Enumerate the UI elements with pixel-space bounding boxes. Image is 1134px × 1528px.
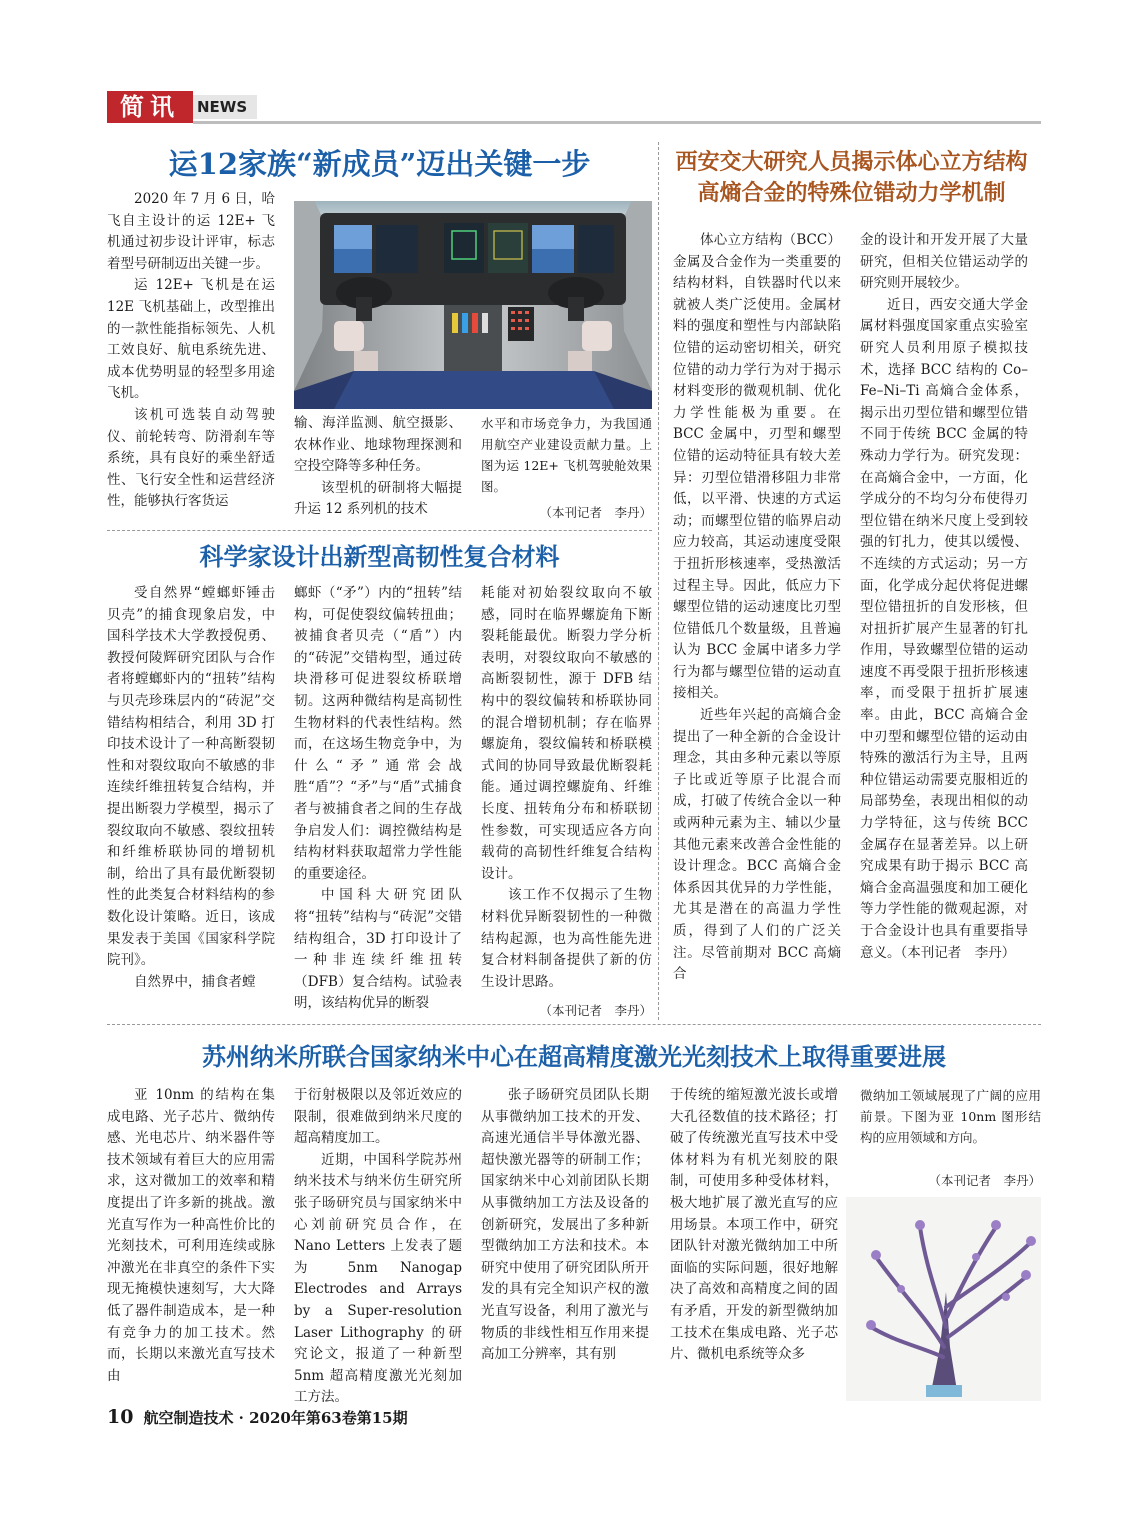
- section-tag: NEWS: [193, 95, 257, 119]
- paragraph: 该机可选装自动驾驶仪、前轮转弯、防滑刹车等系统，具有良好的乘坐舒适性、飞行安全性和运营经济性，能够执行客货运: [107, 406, 275, 510]
- article2-title-line: 高熵合金的特殊位错动力学机制: [697, 180, 1006, 206]
- paragraph: 于衍射极限以及邻近效应的限制，很难做到纳米尺度的超高精度加工。: [294, 1087, 462, 1147]
- paragraph: 螂虾（“矛”）内的“扭转”结构，可促使裂纹偏转扭曲；被捕食者贝壳（“盾”）内的“砖泥”交错构型，通过砖块滑移可促进裂纹桥联增韧。这两种微结构是高韧性生物材料的代表性结构。然而，在这场生物竞争中，为什么“矛”通常会战胜“盾”？“矛”与“盾”式捕食者与被捕食者之间的生存战争启发人们：调控微结构是结构材料获取超常力学性能的重要途径。: [294, 585, 462, 882]
- paragraph: 于传统的缩短激光波长或增大孔径数值的技术路径；打破了传统激光直写技术中受体材料为有机光刻胶的限制，可使用多种受体材料，极大地扩展了激光直写的应用场景。本项工作中，研究团队针对激光微纳加工中所面临的实际问题，很好地解决了高效和高精度之间的固有矛盾，开发的新型微纳加工技术在集成电路、光子芯片、微机电系统等众多: [670, 1087, 838, 1363]
- paragraph: 近日，西安交通大学金属材料强度国家重点实验室研究人员利用原子模拟技术，选择 BCC 结构的 Co–Fe–Ni–Ti 高熵合金体系，揭示出刃型位错和螺型位错不同于传统 BCC 金属的特殊动力学行为。研究发现：在高熵合金中，一方面，化学成分的不均匀分布使得刃型位错在纳米尺度上受到较强的钉扎力，使其以缓慢、不连续的方式运动；另一方面，化学成分起伏将促进螺型位错扭折的自发形核，但对扭折扩展产生显著的钉扎作用，导致螺型位错的运动速度不再受限于扭折形核速率，而受限于扭折扩展速率。由此，BCC 高熵合金中刃型和螺型位错的运动由特殊的激活行为主导，且两种位错运动需要克服相近的局部势垒，表现出相似的动力学特征，这与传统 BCC 金属存在显著差异。以上研究成果有助于揭示 BCC 高熵合金高温强度和加工硬化等力学性能的微观起源，对于合金设计也具有重要指导意义。（本刊记者 李丹）: [860, 296, 1028, 961]
- article1-signature: （本刊记者 李丹）: [539, 505, 652, 520]
- paragraph: 该工作不仅揭示了生物材料优异断裂韧性的一种微结构起源，也为高性能先进复合材料制备提供了新的仿生设计思路。: [481, 887, 652, 990]
- page-number: 10: [107, 1406, 134, 1428]
- paragraph: 金的设计和开发开展了大量研究，但相关位错运动学的研究则开展较少。: [860, 232, 1028, 292]
- section-title: 简讯: [120, 92, 180, 121]
- article1-column-3: [481, 413, 652, 497]
- paragraph: 自然界中，捕食者螳: [134, 973, 256, 990]
- cockpit-image: [294, 201, 652, 409]
- paragraph: 中国科大研究团队将“扭转”结构与“砖泥”交错结构组合，3D 打印设计了一种非连续纤维扭转（DFB）复合结构。试验表明，该结构优异的断裂: [294, 887, 462, 1012]
- article2-column-1: [673, 230, 841, 986]
- column-divider: [658, 142, 659, 1020]
- image-caption: 水平和市场竞争力，为我国通用航空产业建设贡献力量。上图为运 12E+ 飞机驾驶舱效果图。: [481, 416, 652, 494]
- article2-title-line: 西安交大研究人员揭示体心立方结构: [675, 149, 1028, 175]
- paragraph: 受自然界“螳螂虾锤击贝壳”的捕食现象启发，中国科学技术大学教授倪勇、教授何陵辉研究团队与合作者将螳螂虾内的“扭转”结构与贝壳珍珠层内的“砖泥”交错结构相结合，利用 3D 打印技术设计了一种高断裂韧性和对裂纹取向不敏感的非连续纤维扭转复合结构，并提出断裂力学模型，揭示了裂纹取向不敏感、裂纹扭转和纤维桥联协同的增韧机制，给出了具有最优断裂韧性的此类复合材料结构的参数化设计策略。近日，该成果发表于美国《国家科学院院刊》。: [107, 585, 275, 969]
- paragraph: 亚 10nm 的结构在集成电路、光子芯片、微纳传感、光电芯片、纳米器件等技术领域有着巨大的应用需求，这对微加工的效率和精度提出了许多新的挑战。激光直写作为一种高性价比的光刻技术，可利用连续或脉冲激光在非真空的条件下实现无掩模快速刻写，大大降低了器件制造成本，是一种有竞争力的加工技术。然而，长期以来激光直写技术由: [107, 1087, 275, 1384]
- nano-application-tree-image: [846, 1197, 1041, 1401]
- article-divider: [107, 530, 652, 531]
- article4-title: 苏州纳米所联合国家纳米中心在超高精度激光光刻技术上取得重要进展: [202, 1042, 946, 1071]
- paragraph: 近些年兴起的高熵合金提出了一种全新的合金设计理念，其由多种元素以等原子比或近等原子比混合而成，打破了传统合金以一种或两种元素为主、辅以少量其他元素来改善合金性能的设计理念。BCC 高熵合金体系因其优异的力学性能，尤其是潜在的高温力学性质，得到了人们的广泛关注。尽管前期对 BCC 高熵合: [673, 707, 841, 983]
- article2-column-2: [860, 230, 1028, 964]
- paragraph: 体心立方结构（BCC）金属及合金作为一类重要的结构材料，自铁器时代以来就被人类广泛使用。金属材料的强度和塑性与内部缺陷位错的运动密切相关，研究位错的动力学行为对于揭示材料变形的微观机制、优化力学性能极为重要。在 BCC 金属中，刃型和螺型位错的运动特征具有较大差异：刃型位错滑移阻力非常低，以平滑、快速的方式运动；而螺型位错的临界启动应力较高，其运动速度受限于扭折形核速率，受热激活过程主导。因此，低应力下螺型位错的运动速度比刃型位错低几个数量级，且普遍认为 BCC 金属中诸多力学行为都与螺型位错的运动直接相关。: [673, 232, 841, 702]
- article3-signature: （本刊记者 李丹）: [539, 1003, 652, 1018]
- paragraph: 2020 年 7 月 6 日，哈飞自主设计的运 12E+ 飞机通过初步设计评审，标志着型号研制迈出关键一步。: [107, 191, 275, 272]
- article-divider: [107, 1024, 1041, 1025]
- paragraph: 张子旸研究员团队长期从事微纳加工技术的开发、高速光通信半导体激光器、超快激光器等的研制工作；国家纳米中心刘前团队长期从事微纳加工方法及设备的创新研究，发展出了多种新型微纳加工方法和技术。本研究中使用了研究团队所开发的具有完全知识产权的激光直写设备，利用了激光与物质的非线性相互作用来提高加工分辨率，其有别: [481, 1087, 649, 1363]
- article1-title: 运12家族“新成员”迈出关键一步: [168, 147, 591, 181]
- paragraph: 该型机的研制将大幅提升运 12 系列机的技术: [294, 479, 462, 518]
- article2-title: [662, 147, 1041, 209]
- article4-column-5: [860, 1085, 1041, 1148]
- paragraph: 耗能对初始裂纹取向不敏感，同时在临界螺旋角下断裂耗能最优。断裂力学分析表明，对裂纹取向不敏感的高断裂韧性，源于 DFB 结构中的裂纹偏转和桥联协同的混合增韧机制；存在临界螺旋角，裂纹偏转和桥联模式间的协同导致最优断裂耗能。通过调控螺旋角、纤维长度、扭转角分布和桥联韧性参数，可实现适应各方向载荷的高韧性纤维复合结构设计。: [481, 585, 652, 882]
- article1-column-1: [107, 189, 275, 513]
- article3-title: 科学家设计出新型高韧性复合材料: [199, 542, 560, 571]
- article4-column-3: [481, 1085, 649, 1366]
- paragraph: 运 12E+ 飞机是在运 12E 飞机基础上，改型推出的一款性能指标领先、人机工效良好、航电系统先进、成本优势明显的轻型多用途飞机。: [107, 277, 275, 402]
- article3-column-3: [481, 583, 652, 993]
- article3-column-2: [294, 583, 462, 1015]
- article4-column-1: [107, 1085, 275, 1387]
- image-caption: 微纳加工领域展现了广阔的应用前景。下图为亚 10nm 图形结构的应用领域和方向。: [860, 1088, 1041, 1145]
- article4-column-2: [294, 1085, 462, 1409]
- paragraph: 近期，中国科学院苏州纳米技术与纳米仿生研究所张子旸研究员与国家纳米中心刘前研究员合作，在 Nano Letters 上发表了题为 5nm Nanogap Electrodes and Arrays by a Super-resolution Laser Lithography 的研究论文，报道了一种新型 5nm 超高精度激光光刻加工方法。: [294, 1151, 462, 1406]
- article4-signature: （本刊记者 李丹）: [928, 1173, 1041, 1188]
- article4-column-4: [670, 1085, 838, 1366]
- header-rule: [193, 121, 1041, 124]
- journal-info: 航空制造技术 · 2020年第63卷第15期: [143, 1409, 408, 1427]
- page-footer: [107, 1405, 408, 1430]
- paragraph: 输、海洋监测、航空摄影、农林作业、地球物理探测和空投空降等多种任务。: [294, 415, 462, 475]
- article1-column-2: [294, 413, 462, 521]
- article3-column-1: [107, 583, 275, 993]
